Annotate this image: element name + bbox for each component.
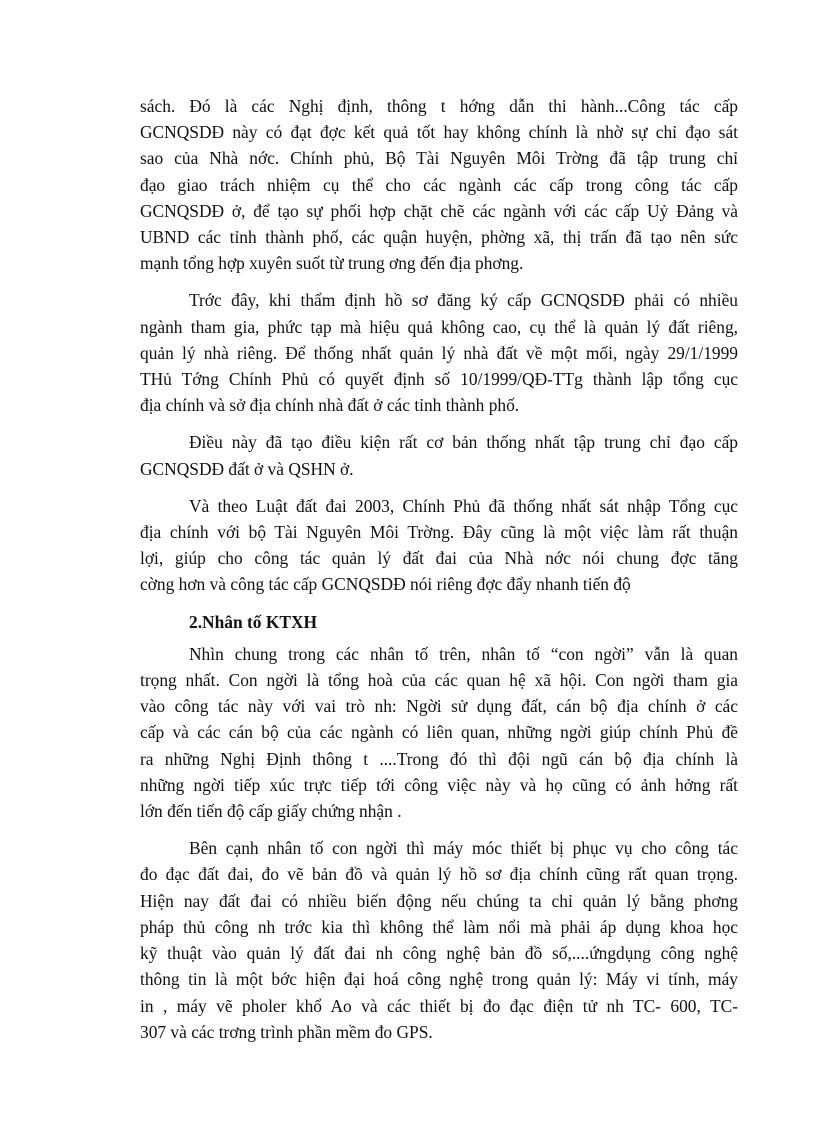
text-line: Trớc đây, khi thẩm định hồ sơ đăng ký cấp GCNQSDĐ phải có nhiều — [189, 290, 738, 311]
text-line: đạo giao trách nhiệm cụ thể cho các ngành các cấp trong công tác cấp — [140, 174, 738, 195]
text-line: ra những Nghị Định thông t ....Trong đó thì đội ngũ cán bộ địa chính là — [140, 748, 738, 769]
text-line: lợi, giúp cho công tác quản lý đất đai của Nhà nớc nói chung đợc tăng — [140, 548, 738, 569]
paragraph — [140, 835, 738, 1045]
text-line: Bên cạnh nhân tố con ngời thì máy móc thiết bị phục vụ cho công tác — [189, 838, 738, 859]
body-text-section — [140, 93, 738, 598]
text-line: GCNQSDĐ ở, để tạo sự phối hợp chặt chẽ các ngành với các cấp Uỷ Đảng và — [140, 200, 738, 221]
text-line: đo đạc đất đai, đo vẽ bản đồ và quản lý hồ sơ địa chính cũng rất quan trọng. — [140, 864, 738, 885]
text-line: Điều này đã tạo điều kiện rất cơ bản thống nhất tập trung chỉ đạo cấp — [189, 432, 738, 453]
paragraph — [140, 287, 738, 418]
text-line: 307 và các trơng trình phần mềm đo GPS. — [140, 1021, 433, 1042]
body-text-section-2 — [140, 641, 738, 1045]
text-line: địa chính với bộ Tài Nguyên Môi Trờng. Đây cũng là một việc làm rất thuận — [140, 522, 738, 543]
text-line: in , máy vẽ pholer khổ Ao và các thiết bị đo đạc điện tử nh TC- 600, TC- — [140, 995, 738, 1016]
section-heading: 2.Nhân tố KTXH — [189, 611, 318, 632]
text-line: pháp thủ công nh trớc kia thì không thể làm nổi mà phải áp dụng khoa học — [140, 916, 738, 937]
text-line: kỹ thuật vào quản lý đất đai nh công nghệ bản đồ số,....ứngdụng công nghệ — [140, 943, 738, 964]
document-page — [140, 93, 738, 1056]
text-line: ngành tham gia, phức tạp mà hiệu quả không cao, cụ thể là quản lý đất riêng, — [140, 316, 738, 337]
text-line: cấp và các cán bộ của các ngành có liên quan, những ngời giúp chính Phủ đề — [140, 722, 738, 743]
text-line: Hiện nay đất đai có nhiều biến động nếu chúng ta chỉ quản lý bằng phơng — [140, 890, 738, 911]
paragraph — [140, 429, 738, 481]
text-line: mạnh tổng hợp xuyên suốt từ trung ơng đến địa phơng. — [140, 253, 524, 274]
paragraph — [140, 641, 738, 824]
text-line: vào công tác này với vai trò nh: Ngời sử dụng đất, cán bộ địa chính ở các — [140, 696, 738, 717]
text-line: quản lý nhà riêng. Để thống nhất quản lý nhà đất về một mối, ngày 29/1/1999 — [140, 342, 738, 363]
text-line: sách. Đó là các Nghị định, thông t hớng dẫn thi hành...Công tác cấp — [140, 96, 738, 116]
text-line: THủ Tớng Chính Phủ có quyết định số 10/1999/QĐ-TTg thành lập tổng cục — [140, 369, 738, 390]
text-line: cờng hơn và công tác cấp GCNQSDĐ nói riêng đợc đẩy nhanh tiến độ — [140, 574, 631, 595]
text-line: địa chính và sở địa chính nhà đất ở các tỉnh thành phố. — [140, 395, 520, 416]
text-line: trọng nhất. Con ngời là tổng hoà của các quan hệ xã hội. Con ngời tham gia — [140, 670, 738, 691]
text-line: GCNQSDĐ đất ở và QSHN ở. — [140, 458, 354, 479]
paragraph — [140, 93, 738, 276]
paragraph — [140, 493, 738, 598]
text-line: thông tin là một bớc hiện đại hoá công nghệ trong quản lý: Máy vi tính, máy — [140, 969, 738, 990]
text-line: GCNQSDĐ này có đạt đợc kết quả tốt hay không chính là nhờ sự chỉ đạo sát — [140, 122, 738, 143]
text-line: sao của Nhà nớc. Chính phủ, Bộ Tài Nguyên Môi Trờng đã tập trung chỉ — [140, 148, 738, 169]
text-line: UBND các tỉnh thành phố, các quận huyện, phờng xã, thị trấn đã tạo nên sức — [140, 227, 738, 248]
text-line: Và theo Luật đất đai 2003, Chính Phủ đã thống nhất sát nhập Tổng cục — [189, 495, 738, 516]
text-line: lớn đến tiến độ cấp giấy chứng nhận . — [140, 801, 402, 822]
text-line: những ngời tiếp xúc trực tiếp tới công việc này và họ cũng có ảnh hởng rất — [140, 774, 738, 795]
text-line: Nhìn chung trong các nhân tố trên, nhân tố “con ngời” vẫn là quan — [189, 643, 738, 664]
